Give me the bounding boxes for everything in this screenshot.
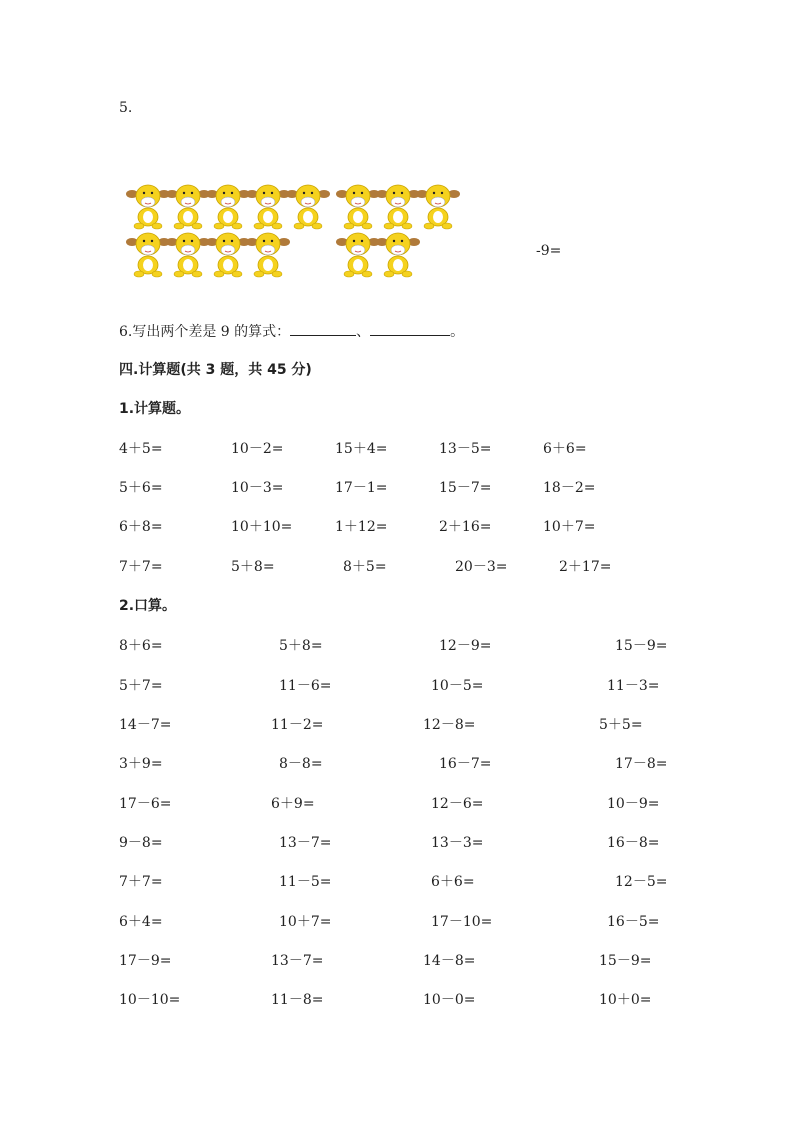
question-6-end: 。 — [450, 324, 465, 340]
problem-2-item: 5＋7= — [119, 678, 163, 694]
problem-1-item: 7＋7= — [119, 559, 163, 575]
problem-2-item: 11－3= — [607, 678, 660, 694]
problem-1-item: 5＋8= — [231, 559, 275, 575]
problem-2-item: 10－5= — [431, 678, 484, 694]
problem-1-item: 17－1= — [335, 480, 388, 496]
problem-2-item: 11－2= — [271, 717, 324, 733]
problem-1-item: 6＋6= — [543, 441, 587, 457]
problem-2-item: 11－6= — [279, 678, 332, 694]
problem-2-item: 6＋4= — [119, 914, 163, 930]
problem-1-item: 5＋6= — [119, 480, 163, 496]
problem-2-item: 17－9= — [119, 953, 172, 969]
problem-1-item: 15－7= — [439, 480, 492, 496]
problem-2-item: 10－0= — [423, 992, 476, 1008]
problem-2-item: 8＋6= — [119, 638, 163, 654]
problem-1-item: 10－3= — [231, 480, 284, 496]
problem-2-item: 11－8= — [271, 992, 324, 1008]
problem-1-item: 10－2= — [231, 441, 284, 457]
problem-2-item: 10＋0= — [599, 992, 652, 1008]
question-5-number: 5. — [119, 100, 133, 116]
problem-2-item: 17－6= — [119, 796, 172, 812]
dog-icon — [336, 230, 380, 278]
problem-2-item: 6＋6= — [431, 874, 475, 890]
problem-2-item: 10＋7= — [279, 914, 332, 930]
problem-2-item: 12－8= — [423, 717, 476, 733]
problem-2-item: 15－9= — [615, 638, 668, 654]
dog-icon — [206, 230, 250, 278]
problem-2-item: 16－5= — [607, 914, 660, 930]
problem-1-item: 8＋5= — [343, 559, 387, 575]
dog-icon — [416, 182, 460, 230]
question-6 — [119, 321, 464, 341]
dog-icon — [166, 230, 210, 278]
answer-blank-1[interactable] — [290, 321, 356, 336]
problem-2-item: 17－10= — [431, 914, 493, 930]
problem-2-item: 17－8= — [615, 756, 668, 772]
problem-2-item: 5＋5= — [599, 717, 643, 733]
problem-2-item: 8－8= — [279, 756, 323, 772]
section-title: 四.计算题(共 3 题，共 45 分) — [119, 362, 312, 378]
problem-2-item: 16－8= — [607, 835, 660, 851]
dog-icon — [376, 230, 420, 278]
problem-1-item: 15＋4= — [335, 441, 388, 457]
problem-2-item: 12－6= — [431, 796, 484, 812]
problem-1-item: 10＋7= — [543, 519, 596, 535]
problem-2-item: 14－8= — [423, 953, 476, 969]
problem-2-item: 6＋9= — [271, 796, 315, 812]
problem-1-item: 18－2= — [543, 480, 596, 496]
answer-blank-2[interactable] — [370, 321, 450, 336]
question-6-text: 6.写出两个差是 9 的算式： — [119, 324, 291, 340]
problem-2-item: 13－3= — [431, 835, 484, 851]
dog-icon — [246, 230, 290, 278]
dog-icon — [376, 182, 420, 230]
problem-2-item: 10－9= — [607, 796, 660, 812]
problem-2-item: 11－5= — [279, 874, 332, 890]
problem-2-item: 13－7= — [279, 835, 332, 851]
dog-icon — [286, 182, 330, 230]
problem-2-item: 12－5= — [615, 874, 668, 890]
question-5-expression: -9= — [536, 243, 562, 259]
problem-2-item: 16－7= — [439, 756, 492, 772]
problem-2-item: 14－7= — [119, 717, 172, 733]
problem-2-item: 5＋8= — [279, 638, 323, 654]
problem-1-item: 13－5= — [439, 441, 492, 457]
dog-icon — [166, 182, 210, 230]
dog-icon — [246, 182, 290, 230]
problem-1-item: 6＋8= — [119, 519, 163, 535]
dog-icon — [336, 182, 380, 230]
dog-picture — [126, 180, 460, 280]
problem-1-item: 20－3= — [455, 559, 508, 575]
problem-2-item: 15－9= — [599, 953, 652, 969]
problem-2-item: 9－8= — [119, 835, 163, 851]
dog-icon — [206, 182, 250, 230]
problem-1-item: 2＋16= — [439, 519, 492, 535]
problem-1-title: 1.计算题。 — [119, 401, 191, 417]
problem-2-title: 2.口算。 — [119, 598, 177, 614]
problem-2-item: 12－9= — [439, 638, 492, 654]
problem-2-item: 13－7= — [271, 953, 324, 969]
problem-2-item: 7＋7= — [119, 874, 163, 890]
dog-icon — [126, 182, 170, 230]
problem-1-item: 2＋17= — [559, 559, 612, 575]
problem-1-item: 4＋5= — [119, 441, 163, 457]
problem-2-item: 3＋9= — [119, 756, 163, 772]
question-6-separator: 、 — [356, 324, 371, 340]
problem-1-item: 10＋10= — [231, 519, 293, 535]
problem-2-item: 10－10= — [119, 992, 181, 1008]
dog-icon — [126, 230, 170, 278]
problem-1-item: 1＋12= — [335, 519, 388, 535]
